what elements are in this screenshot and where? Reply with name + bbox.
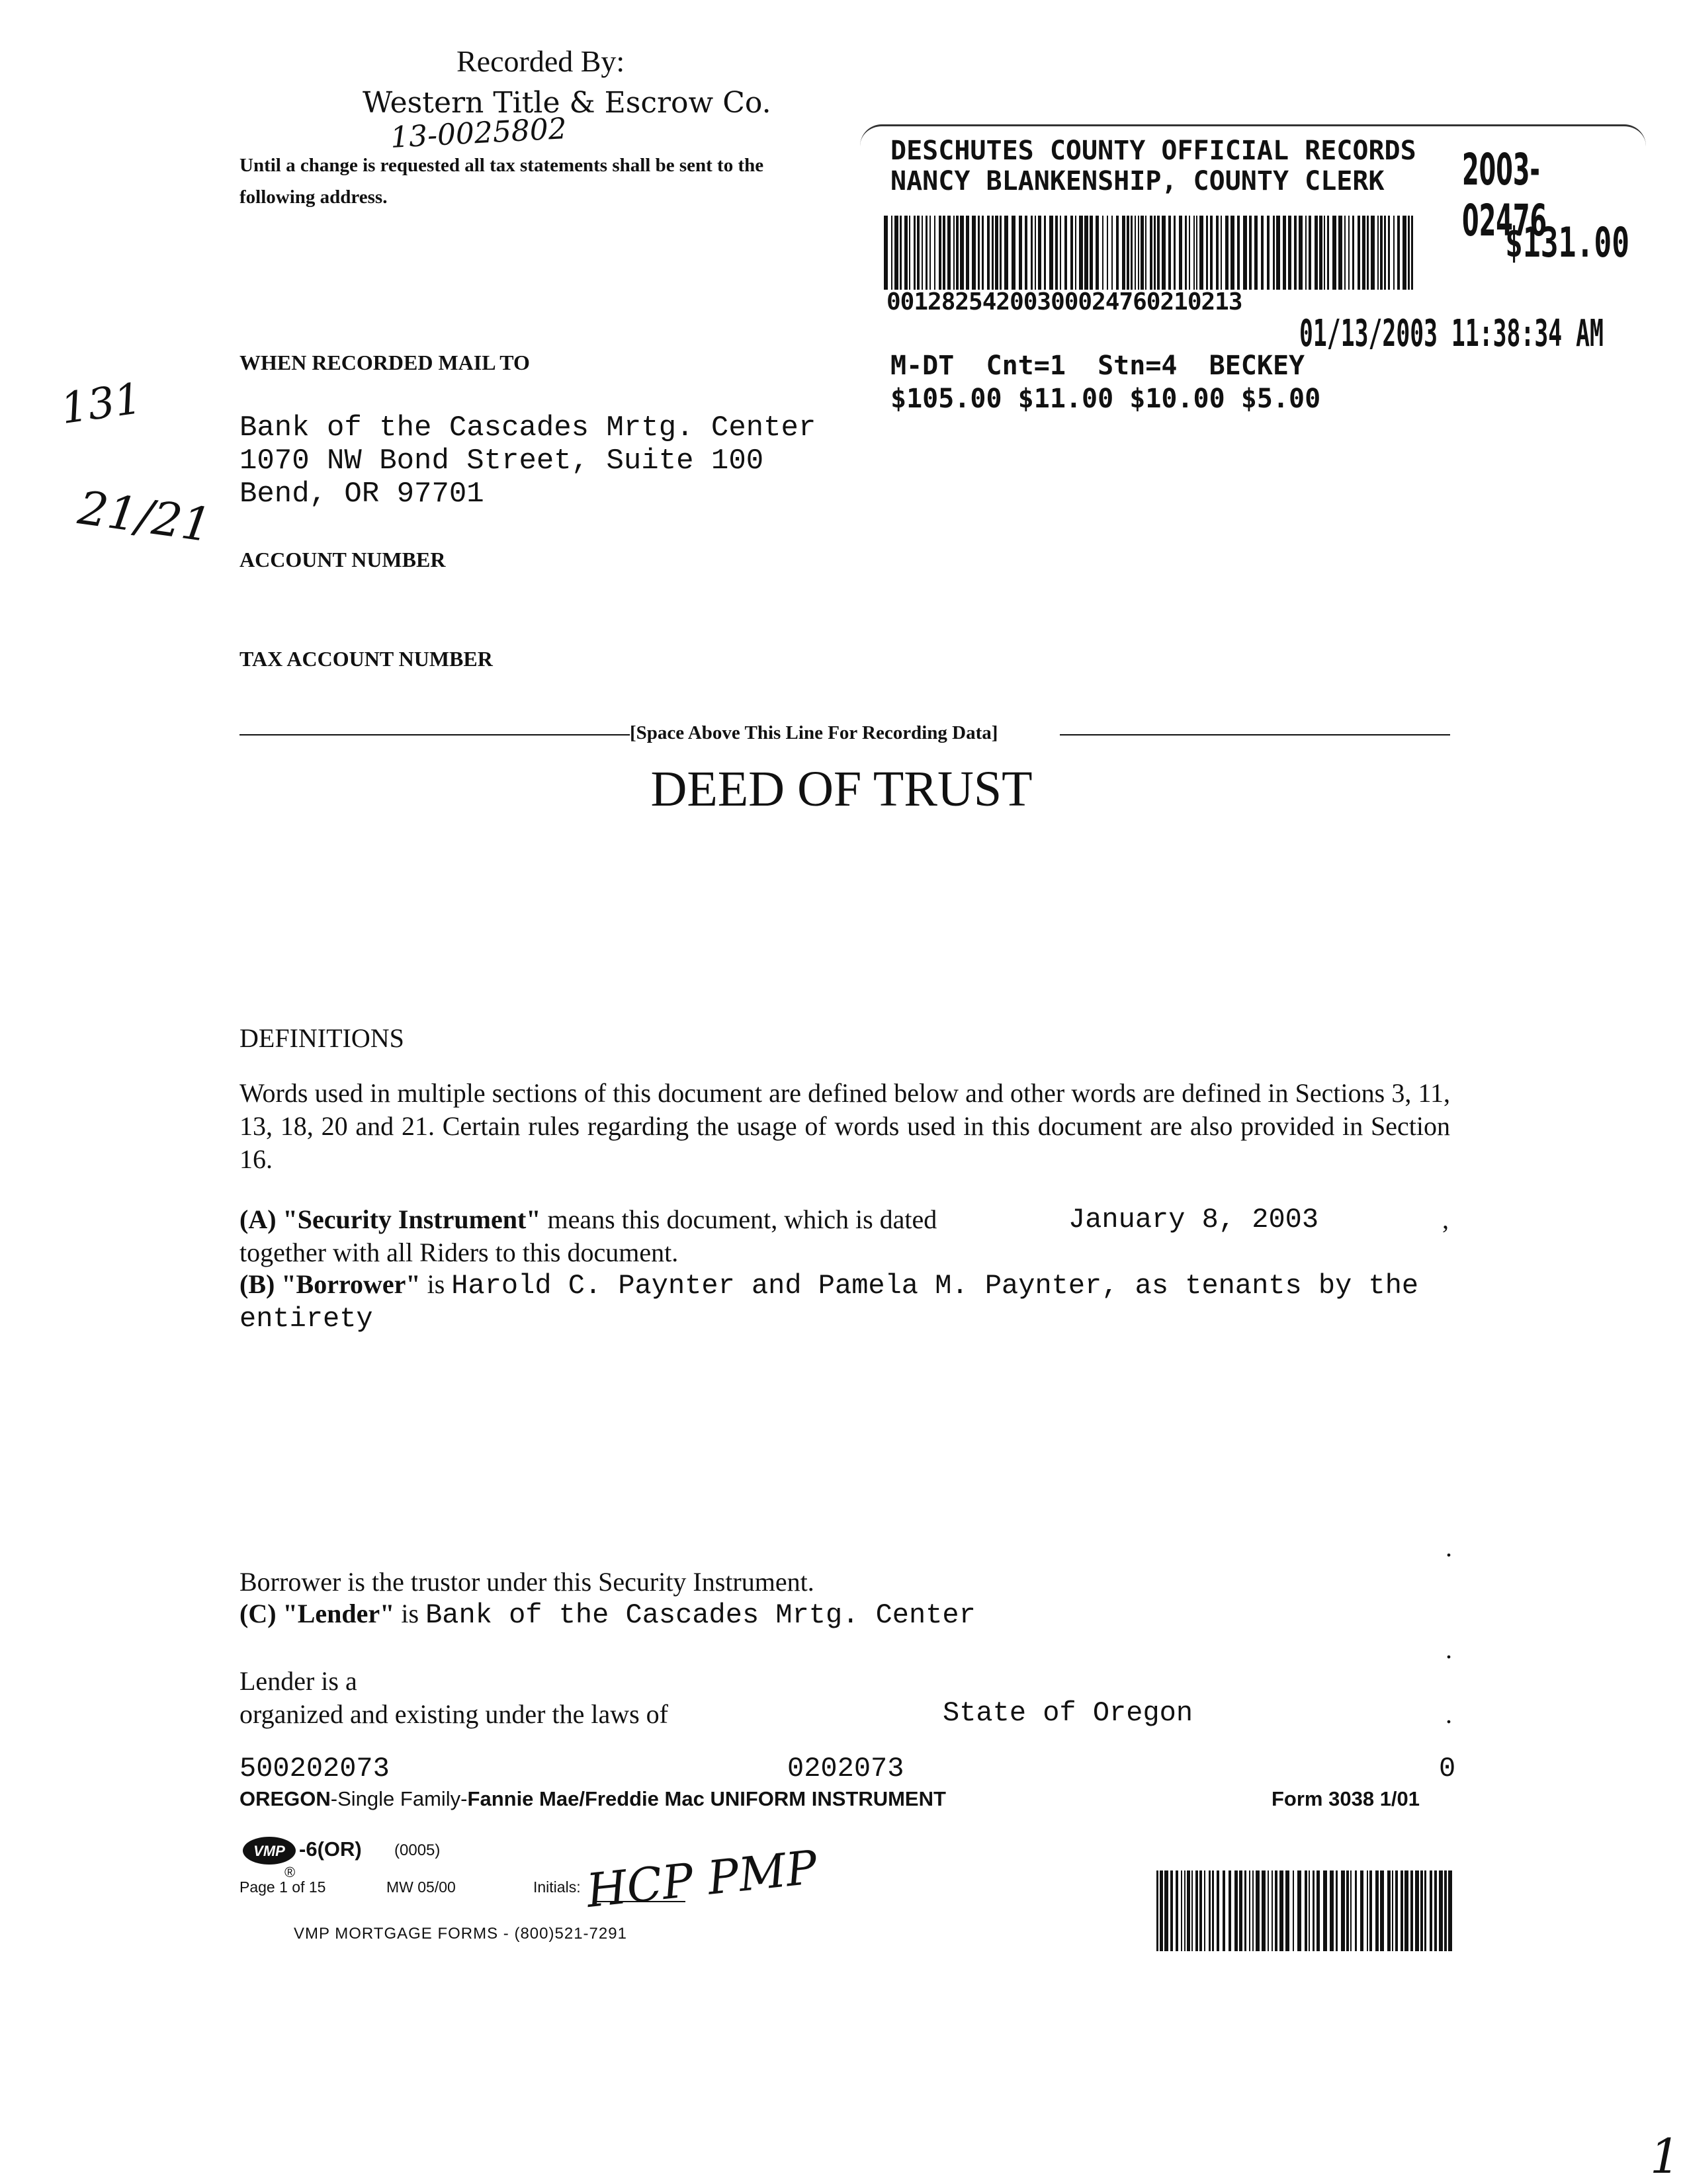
handwritten-initials: HCP PMP — [583, 1839, 820, 1919]
barcode-bar — [1127, 216, 1129, 290]
security-instrument-date: January 8, 2003 — [1068, 1204, 1319, 1236]
stamp-codes: M-DT Cnt=1 Stn=4 BECKEY — [890, 351, 1305, 381]
barcode-bar — [1384, 216, 1386, 290]
barcode-bar — [1174, 216, 1176, 290]
definitions-intro: Words used in multiple sections of this document are defined below and other words are defined in Sections 3, 11, 13, 18, 20 and 21. Certain rules regarding the usage of words used in this document are also provided in Section 16. — [239, 1078, 1450, 1174]
barcode-bar — [1031, 216, 1033, 290]
barcode-bar — [966, 216, 969, 290]
barcode-bar — [1444, 1870, 1447, 1951]
stamp-county-clerk: NANCY BLANKENSHIP, COUNTY CLERK — [890, 166, 1385, 196]
barcode-bar — [1193, 216, 1195, 290]
margin-note-fraction: 21/21 — [75, 480, 215, 553]
vmp-form-code-small: (0005) — [394, 1841, 441, 1859]
barcode-bar — [1096, 216, 1099, 290]
registered-mark: ® — [284, 1864, 296, 1880]
barcode-bar — [1285, 1870, 1289, 1951]
recording-space-separator: [Space Above This Line For Recording Data] — [630, 722, 998, 743]
barcode-bar — [1229, 1870, 1231, 1951]
separator-line-left — [239, 734, 630, 735]
barcode-bar — [1254, 216, 1258, 290]
form-title-bold: Fannie Mae/Freddie Mac UNIFORM INSTRUMENT — [467, 1787, 946, 1810]
mw-info: MW 05/00 — [386, 1878, 456, 1896]
barcode-bar — [1102, 216, 1103, 290]
barcode-bar — [982, 216, 984, 290]
barcode-bar — [929, 216, 931, 290]
barcode-bar — [1380, 216, 1383, 290]
barcode-bar — [1395, 1870, 1398, 1951]
barcode-bar — [1309, 1870, 1310, 1951]
barcode-bar — [992, 216, 994, 290]
barcode-bar — [1272, 1870, 1273, 1951]
barcode-bar — [1116, 216, 1119, 290]
recorded-by-heading: Recorded By: — [456, 44, 625, 78]
barcode-bar — [1131, 216, 1133, 290]
barcode-bar — [1150, 216, 1152, 290]
initials-label: Initials: — [533, 1878, 581, 1896]
barcode-bar — [1249, 1870, 1250, 1951]
vmp-logo-text: VMP — [253, 1843, 285, 1859]
barcode-bar — [1392, 1870, 1393, 1951]
barcode-bar — [1090, 216, 1093, 290]
separator-line-right — [1060, 734, 1450, 735]
barcode-bar — [1299, 216, 1303, 290]
barcode-bar — [1181, 1870, 1182, 1951]
barcode-bar — [1223, 1870, 1225, 1951]
barcode-bar — [1410, 1870, 1413, 1951]
barcode-bar — [1107, 216, 1108, 290]
address-line: Bank of the Cascades Mrtg. Center — [239, 411, 816, 444]
definition-c-is: is — [394, 1599, 426, 1628]
address-line: 1070 NW Bond Street, Suite 100 — [239, 444, 764, 478]
lender-name: Bank of the Cascades Mrtg. Center — [425, 1599, 976, 1631]
barcode-bar — [1164, 1870, 1168, 1951]
barcode-bar — [1035, 216, 1036, 290]
barcode-bar — [1162, 216, 1166, 290]
barcode-bar — [1294, 216, 1297, 290]
barcode-bar — [1237, 216, 1240, 290]
barcode-bar — [1275, 1870, 1277, 1951]
barcode-bar — [1316, 1870, 1320, 1951]
barcode-bar — [1239, 1870, 1242, 1951]
barcode-bar — [972, 216, 976, 290]
barcode-bar — [1346, 1870, 1349, 1951]
barcode-bar — [1019, 216, 1022, 290]
barcode-bar — [1212, 1870, 1214, 1951]
barcode-bar — [1388, 216, 1390, 290]
barcode-bar — [1380, 1870, 1384, 1951]
barcode-bar — [1252, 1870, 1254, 1951]
barcode-bar — [891, 216, 892, 290]
barcode-bar — [1338, 216, 1342, 290]
barcode-bar — [1387, 1870, 1391, 1951]
barcode-bar — [1204, 1870, 1205, 1951]
barcode-bar — [1411, 216, 1413, 290]
barcode-bar — [1439, 1870, 1443, 1951]
definition-c — [239, 1598, 976, 1631]
field-dot: . — [1446, 1533, 1452, 1562]
barcode-bar — [1191, 1870, 1193, 1951]
barcode-bar — [1157, 216, 1160, 290]
recording-barcode — [884, 216, 1413, 290]
barcode-bar — [1262, 1870, 1266, 1951]
barcode-bar — [1000, 216, 1002, 290]
barcode-bar — [1350, 1870, 1352, 1951]
barcode-bar — [1358, 216, 1360, 290]
definition-c-term: "Lender" — [282, 1599, 395, 1628]
barcode-bar — [917, 216, 920, 290]
barcode-bar — [1367, 216, 1369, 290]
barcode-bar — [1348, 216, 1350, 290]
barcode-bar — [900, 216, 902, 290]
barcode-bar — [1268, 1870, 1269, 1951]
barcode-bar — [1216, 216, 1219, 290]
barcode-bar — [1168, 216, 1171, 290]
barcode-bar — [1004, 216, 1008, 290]
barcode-bar — [1079, 216, 1083, 290]
barcode-bar — [1341, 1870, 1345, 1951]
barcode-bar — [1249, 216, 1252, 290]
barcode-bar — [1234, 1870, 1238, 1951]
barcode-bar — [1323, 1870, 1327, 1951]
margin-note-131: 131 — [58, 374, 145, 435]
barcode-bar — [1279, 1870, 1283, 1951]
barcode-bar — [953, 216, 955, 290]
lender-laws-label: organized and existing under the laws of — [239, 1699, 668, 1729]
barcode-bar — [1309, 216, 1311, 290]
barcode-bar — [1038, 216, 1041, 290]
barcode-bar — [1221, 216, 1222, 290]
barcode-bar — [1352, 216, 1354, 290]
barcode-bar — [1408, 216, 1410, 290]
barcode-bar — [1371, 216, 1375, 290]
barcode-bar — [1055, 216, 1058, 290]
barcode-bar — [1230, 216, 1234, 290]
barcode-bar — [1244, 1870, 1246, 1951]
barcode-bar — [1206, 216, 1208, 290]
barcode-bar — [1377, 216, 1379, 290]
barcode-bar — [1276, 216, 1280, 290]
barcode-bar — [1288, 216, 1291, 290]
barcode-bar — [1135, 216, 1136, 290]
loan-number-short: 0202073 — [787, 1753, 904, 1785]
barcode-bar — [884, 216, 888, 290]
field-dot: . — [1446, 1634, 1452, 1664]
barcode-bar — [1196, 216, 1197, 290]
barcode-bar — [1075, 216, 1076, 290]
barcode-bar — [960, 216, 964, 290]
barcode-bar — [1154, 216, 1156, 290]
form-title-state: OREGON — [239, 1787, 331, 1810]
stamp-total-fee: $131.00 — [1505, 218, 1630, 267]
stamp-record-number: 2003-02476 — [1462, 144, 1547, 246]
page-info: Page 1 of 15 — [239, 1878, 326, 1896]
barcode-bar — [1448, 1870, 1452, 1951]
definition-b-prefix: (B) — [239, 1269, 282, 1299]
barcode-bar — [1360, 1870, 1363, 1951]
vmp-form-code: -6(OR) — [299, 1837, 362, 1861]
barcode-bar — [1064, 216, 1067, 290]
barcode-bar — [1415, 1870, 1419, 1951]
barcode-bar — [1184, 1870, 1186, 1951]
barcode-bar — [1430, 1870, 1432, 1951]
barcode-bar — [1297, 1870, 1301, 1951]
barcode-bar — [1283, 216, 1286, 290]
barcode-bar — [1138, 216, 1139, 290]
barcode-bar — [1070, 216, 1073, 290]
barcode-bar — [1060, 216, 1061, 290]
definition-c-prefix: (C) — [239, 1599, 283, 1628]
barcode-bar — [1344, 216, 1346, 290]
address-line: Bend, OR 97701 — [239, 478, 484, 511]
barcode-bar — [1375, 1870, 1379, 1951]
barcode-bar — [909, 216, 910, 290]
barcode-bar — [1434, 1870, 1437, 1951]
barcode-bar — [1225, 216, 1229, 290]
definition-b-is: is — [420, 1269, 452, 1299]
barcode-bar — [1305, 1870, 1307, 1951]
barcode-bar — [934, 216, 935, 290]
borrower-names: Harold C. Paynter and Pamela M. Paynter, as tenants by the entirety — [239, 1270, 1419, 1335]
vmp-logo — [242, 1836, 296, 1865]
barcode-bar — [922, 216, 923, 290]
barcode-bar — [1111, 216, 1113, 290]
barcode-bar — [1012, 216, 1015, 290]
stamp-fee-breakdown: $105.00 $11.00 $10.00 $5.00 — [890, 384, 1321, 414]
barcode-bar — [1189, 216, 1190, 290]
barcode-bar — [1293, 1870, 1294, 1951]
barcode-bar — [1355, 1870, 1357, 1951]
barcode-bar — [943, 216, 945, 290]
title-company-stamp: Western Title & Escrow Co. — [363, 86, 771, 120]
barcode-bar — [904, 216, 908, 290]
definition-a-comma: , — [1442, 1204, 1449, 1234]
barcode-bar — [1243, 216, 1247, 290]
barcode-bar — [1160, 1870, 1163, 1951]
barcode-bar — [1404, 1870, 1408, 1951]
trustor-note: Borrower is the trustor under this Security Instrument. — [239, 1567, 814, 1597]
footer-barcode — [1156, 1870, 1453, 1951]
barcode-bar — [1187, 1870, 1190, 1951]
stamp-county-records: DESCHUTES COUNTY OFFICIAL RECORDS — [890, 136, 1416, 166]
barcode-bar — [1199, 216, 1203, 290]
barcode-bar — [1209, 1870, 1211, 1951]
form-number: Form 3038 1/01 — [1272, 1787, 1420, 1810]
barcode-bar — [1267, 216, 1270, 290]
stamp-datetime: 01/13/2003 11:38:34 AM — [1299, 312, 1604, 355]
barcode-bar — [1362, 216, 1365, 290]
barcode-bar — [1025, 216, 1027, 290]
barcode-bar — [1330, 1870, 1334, 1951]
barcode-bar — [1156, 1870, 1158, 1951]
definition-a-term: "Security Instrument" — [282, 1204, 541, 1234]
document-title: DEED OF TRUST — [650, 761, 1033, 817]
barcode-bar — [956, 216, 959, 290]
barcode-bar — [914, 216, 916, 290]
barcode-bar — [1424, 1870, 1426, 1951]
barcode-bar — [1195, 1870, 1198, 1951]
barcode-bar — [1122, 216, 1125, 290]
barcode-bar — [1210, 216, 1213, 290]
barcode-bar — [1397, 216, 1400, 290]
definition-a-prefix: (A) — [239, 1204, 283, 1234]
lender-is-label: Lender is a — [239, 1666, 357, 1696]
barcode-bar — [1084, 216, 1088, 290]
barcode-bar — [1273, 216, 1275, 290]
barcode-bar — [1179, 216, 1182, 290]
barcode-bar — [1044, 216, 1046, 290]
barcode-bar — [939, 216, 941, 290]
barcode-bar — [1199, 1870, 1202, 1951]
form-title-mid: -Single Family- — [330, 1787, 468, 1810]
definition-a-continuation: together with all Riders to this document. — [239, 1238, 679, 1267]
barcode-bar — [1145, 216, 1146, 290]
barcode-bar — [1393, 216, 1395, 290]
barcode-bar — [1336, 1870, 1338, 1951]
definitions-heading: DEFINITIONS — [239, 1023, 404, 1053]
barcode-bar — [1401, 1870, 1403, 1951]
barcode-bar — [1327, 216, 1329, 290]
definition-b — [239, 1269, 1457, 1335]
barcode-bar — [978, 216, 980, 290]
barcode-bar — [894, 216, 898, 290]
barcode-bar — [1420, 1870, 1423, 1951]
stamp-barcode-digits: 00128254200300024760210213 — [886, 288, 1242, 315]
loan-number: 500202073 — [239, 1753, 390, 1785]
definition-b-term: "Borrower" — [281, 1269, 421, 1299]
account-number-label: ACCOUNT NUMBER — [239, 548, 446, 571]
barcode-bar — [1324, 216, 1325, 290]
barcode-bar — [926, 216, 928, 290]
barcode-bar — [1261, 216, 1264, 290]
footer-zero: 0 — [1439, 1753, 1456, 1785]
mail-to-label: WHEN RECORDED MAIL TO — [239, 351, 530, 374]
barcode-bar — [947, 216, 951, 290]
lender-state: State of Oregon — [943, 1697, 1193, 1729]
definition-a-text: means this document, which is dated — [540, 1204, 937, 1234]
tax-account-number-label: TAX ACCOUNT NUMBER — [239, 647, 493, 671]
form-title — [239, 1787, 946, 1811]
barcode-bar — [1367, 1870, 1368, 1951]
barcode-bar — [995, 216, 998, 290]
barcode-bar — [1141, 216, 1144, 290]
handwritten-order-number: 13-0025802 — [389, 112, 568, 155]
tax-statement-note: Until a change is requested all tax statements shall be sent to the following address. — [239, 155, 764, 208]
barcode-bar — [1313, 1870, 1315, 1951]
barcode-bar — [1319, 216, 1322, 290]
barcode-bar — [1315, 216, 1318, 290]
barcode-bar — [1185, 216, 1187, 290]
barcode-bar — [1256, 1870, 1260, 1951]
barcode-bar — [1049, 216, 1053, 290]
barcode-bar — [1176, 1870, 1178, 1951]
vmp-phone: VMP MORTGAGE FORMS - (800)521-7291 — [294, 1925, 627, 1943]
barcode-bar — [1369, 1870, 1372, 1951]
field-dot: . — [1446, 1699, 1452, 1729]
mail-to-address — [239, 411, 816, 511]
barcode-bar — [987, 216, 990, 290]
barcode-bar — [1332, 216, 1336, 290]
barcode-bar — [1402, 216, 1406, 290]
barcode-bar — [1170, 1870, 1173, 1951]
barcode-bar — [1305, 216, 1307, 290]
corner-mark: 1 — [1650, 2128, 1680, 2184]
barcode-bar — [1217, 1870, 1219, 1951]
